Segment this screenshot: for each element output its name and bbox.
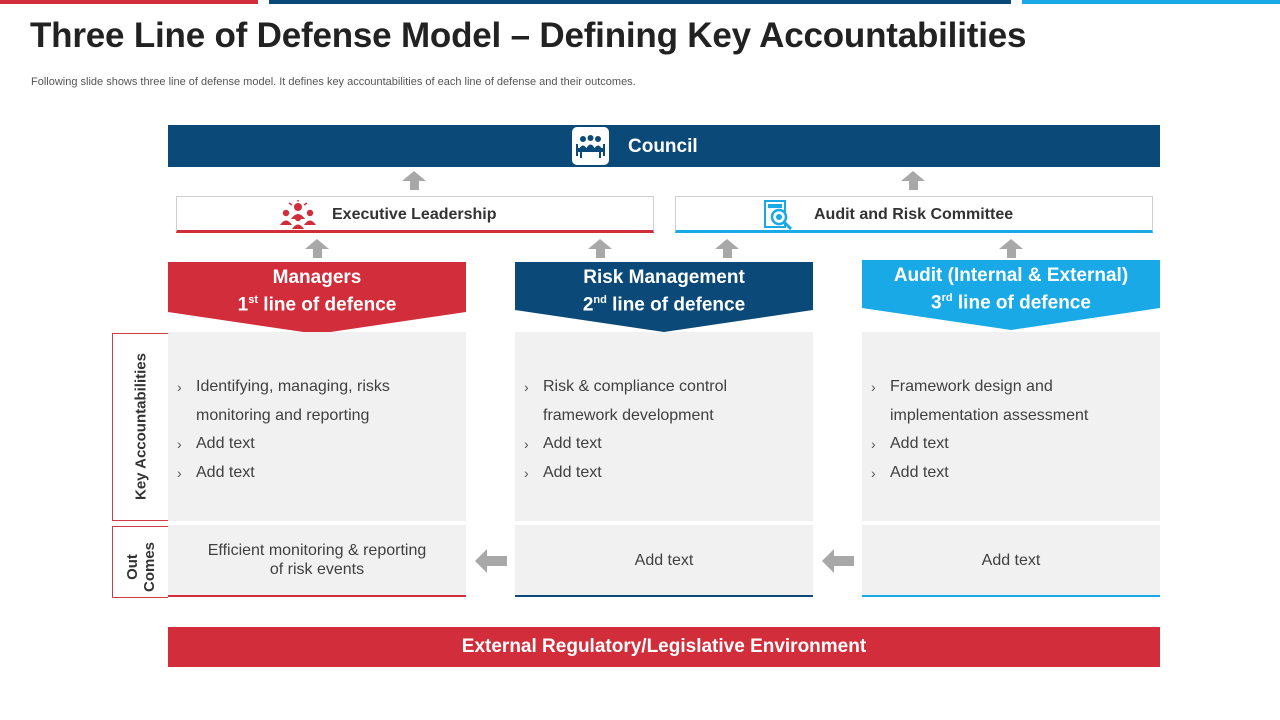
chevron-right-icon: › xyxy=(524,436,529,452)
arrow-up-icon xyxy=(402,171,426,190)
arrow-up-icon xyxy=(901,171,925,190)
accountabilities-box-managers xyxy=(168,332,466,521)
outcome-box-managers xyxy=(168,525,466,597)
chevron-right-icon: › xyxy=(177,436,182,452)
page-subtitle: Following slide shows three line of defense model. It defines key accountabilities of each line of defense and their outcomes. xyxy=(31,76,636,88)
bullet-list xyxy=(523,373,763,487)
external-environment-bar: External Regulatory/Legislative Environment xyxy=(168,627,1160,667)
line-title: Managers xyxy=(272,267,362,288)
top-bar-navy xyxy=(269,0,1011,4)
line-subtitle: 1st line of defence xyxy=(237,294,397,316)
outcome-text: Add text xyxy=(981,551,1041,569)
outcome-box-audit xyxy=(862,525,1160,597)
outcome-text: Add text xyxy=(634,551,694,569)
chevron-right-icon: › xyxy=(524,379,529,395)
key-accountabilities-label: Key Accountabilities xyxy=(132,353,150,500)
line-header-risk-management xyxy=(515,262,813,332)
audit-committee-label: Audit and Risk Committee xyxy=(814,206,1014,223)
line-title: Risk Management xyxy=(583,267,745,288)
line-header-managers xyxy=(168,262,466,332)
list-item: › Identifying, managing, risks monitoring and reporting xyxy=(176,373,416,430)
team-leader-icon xyxy=(278,200,318,235)
line-subtitle: 3rd line of defence xyxy=(931,292,1091,314)
outcomes-label: Out Comes xyxy=(124,541,158,593)
outcome-box-risk-management xyxy=(515,525,813,597)
bullet-list xyxy=(870,373,1110,487)
list-item: › Add text xyxy=(523,430,763,459)
bullet-list xyxy=(176,373,416,487)
chevron-right-icon: › xyxy=(871,436,876,452)
chevron-right-icon: › xyxy=(524,464,529,481)
accountabilities-box-risk-management xyxy=(515,332,813,521)
chevron-right-icon: › xyxy=(177,379,182,395)
chevron-right-icon: › xyxy=(871,464,876,481)
arrow-left-icon xyxy=(822,549,854,573)
line-subtitle: 2nd line of defence xyxy=(582,294,746,316)
accountabilities-box-audit xyxy=(862,332,1160,521)
arrow-up-icon xyxy=(588,239,612,258)
list-item: › Framework design and implementation assessment xyxy=(870,373,1110,430)
line-header-text xyxy=(515,266,813,316)
outcomes-side-label xyxy=(112,526,168,598)
list-item: › Add text xyxy=(523,459,763,488)
line-header-text xyxy=(862,264,1160,314)
page-title: Three Line of Defense Model – Defining Key Accountabilities xyxy=(30,16,1027,55)
magnifier-document-icon xyxy=(762,198,796,237)
key-accountabilities-side-label xyxy=(112,333,168,521)
list-item: › Add text xyxy=(870,430,1110,459)
outcome-text: Efficient monitoring & reporting of risk events xyxy=(207,542,427,578)
list-item: › Add text xyxy=(176,459,416,488)
list-item: › Add text xyxy=(176,430,416,459)
line-header-audit xyxy=(862,260,1160,330)
top-bar-red xyxy=(0,0,258,4)
arrow-left-icon xyxy=(475,549,507,573)
arrow-up-icon xyxy=(999,239,1023,258)
line-header-text xyxy=(168,266,466,316)
list-item: › Add text xyxy=(870,459,1110,488)
chevron-right-icon: › xyxy=(177,464,182,481)
chevron-right-icon: › xyxy=(871,379,876,395)
council-label: Council xyxy=(628,136,698,157)
meeting-table-icon xyxy=(572,127,609,165)
executive-leadership-label: Executive Leadership xyxy=(332,206,497,223)
arrow-up-icon xyxy=(305,239,329,258)
list-item: › Risk & compliance control framework development xyxy=(523,373,763,430)
arrow-up-icon xyxy=(715,239,739,258)
top-bar-cyan xyxy=(1022,0,1280,4)
line-title: Audit (Internal & External) xyxy=(893,265,1129,286)
